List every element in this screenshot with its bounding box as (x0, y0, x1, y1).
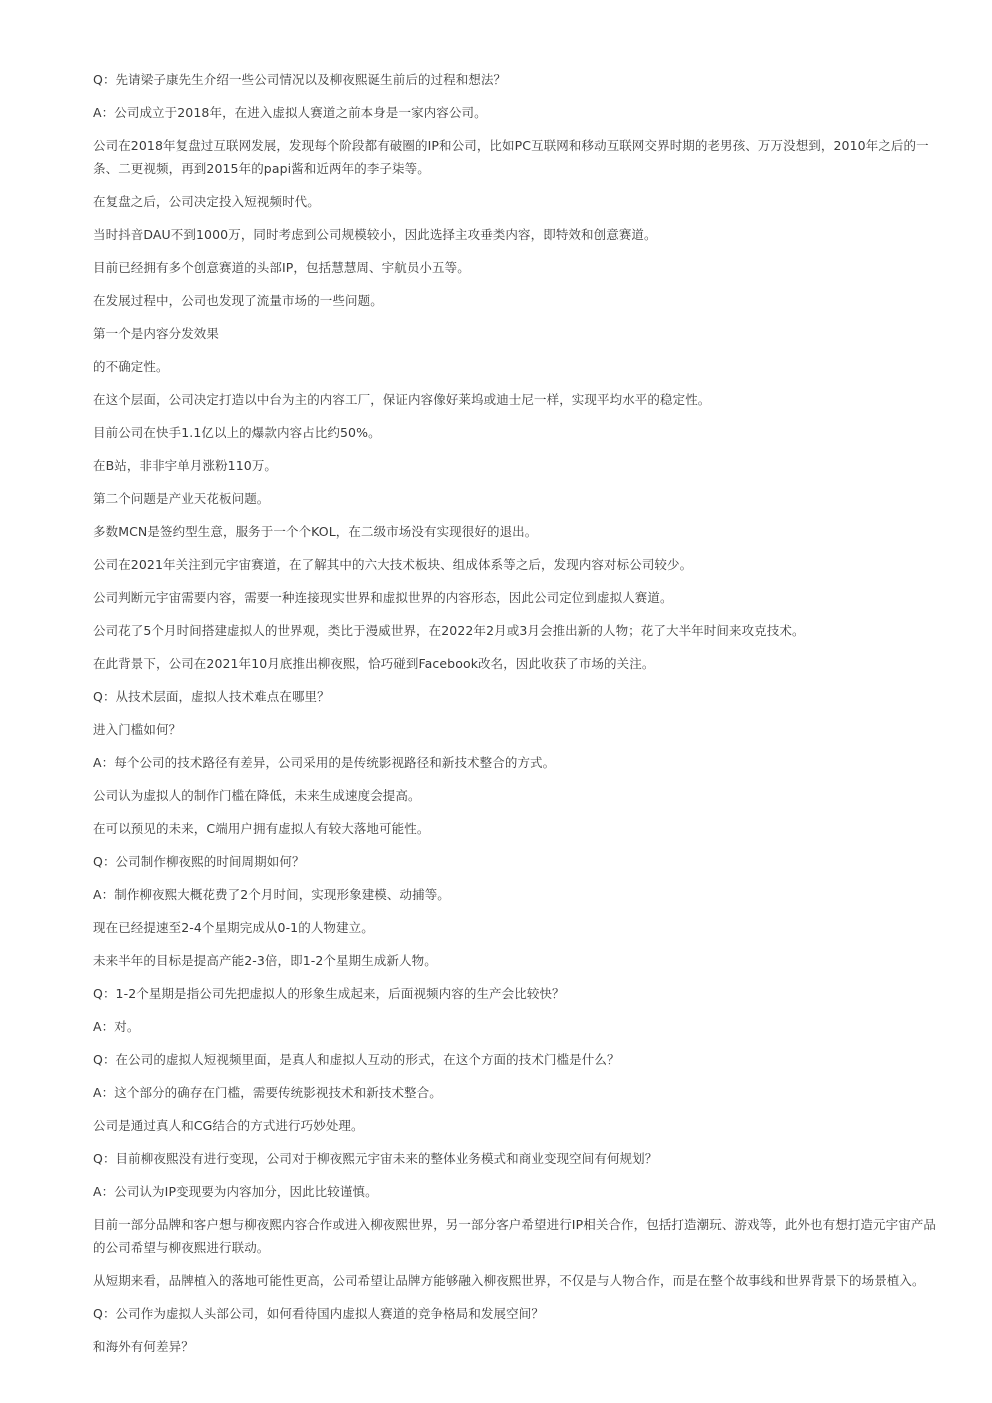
paragraph: 在此背景下，公司在2021年10月底推出柳夜熙，恰巧碰到Facebook改名，因此收获了市场的关注。 (93, 656, 655, 671)
paragraph: A：公司认为IP变现要为内容加分，因此比较谨慎。 (93, 1184, 378, 1199)
paragraph: 公司在2021年关注到元宇宙赛道，在了解其中的六大技术板块、组成体系等之后，发现内容对标公司较少。 (93, 557, 693, 572)
paragraph: 公司是通过真人和CG结合的方式进行巧妙处理。 (93, 1118, 364, 1133)
paragraph: 公司在2018年复盘过互联网发展，发现每个阶段都有破圈的IP和公司，比如PC互联网和移动互联网交界时期的老男孩、万万没想到，2010年之后的一条、二更视频，再到2015年的papi酱和近两年的李子柒等。 (93, 138, 929, 176)
paragraph: 在可以预见的未来，C端用户拥有虚拟人有较大落地可能性。 (93, 821, 430, 836)
paragraph: Q：公司作为虚拟人头部公司，如何看待国内虚拟人赛道的竞争格局和发展空间？ (93, 1306, 544, 1321)
paragraph: 进入门槛如何？ (93, 722, 182, 737)
paragraph: 在发展过程中，公司也发现了流量市场的一些问题。 (93, 293, 383, 308)
paragraph: 第一个是内容分发效果 (93, 326, 220, 341)
paragraph: A：制作柳夜熙大概花费了2个月时间，实现形象建模、动捕等。 (93, 887, 450, 902)
paragraph: 目前一部分品牌和客户想与柳夜熙内容合作或进入柳夜熙世界，另一部分客户希望进行IP相关合作，包括打造潮玩、游戏等，此外也有想打造元宇宙产品的公司希望与柳夜熙进行联动。 (93, 1217, 937, 1255)
paragraph: 多数MCN是签约型生意，服务于一个个KOL，在二级市场没有实现很好的退出。 (93, 524, 538, 539)
paragraph: 目前公司在快手1.1亿以上的爆款内容占比约50%。 (93, 425, 381, 440)
paragraph: A：对。 (93, 1019, 140, 1034)
paragraph: 公司判断元宇宙需要内容，需要一种连接现实世界和虚拟世界的内容形态，因此公司定位到虚拟人赛道。 (93, 590, 673, 605)
paragraph: 在复盘之后，公司决定投入短视频时代。 (93, 194, 320, 209)
paragraph: 未来半年的目标是提高产能2-3倍，即1-2个星期生成新人物。 (93, 953, 437, 968)
document-body (93, 68, 943, 1368)
paragraph: 现在已经提速至2-4个星期完成从0-1的人物建立。 (93, 920, 374, 935)
paragraph: 目前已经拥有多个创意赛道的头部IP，包括慧慧周、宇航员小五等。 (93, 260, 470, 275)
paragraph: 第二个问题是产业天花板问题。 (93, 491, 270, 506)
paragraph: 在B站，非非宇单月涨粉110万。 (93, 458, 278, 473)
paragraph: 当时抖音DAU不到1000万，同时考虑到公司规模较小，因此选择主攻垂类内容，即特效和创意赛道。 (93, 227, 657, 242)
paragraph: 公司花了5个月时间搭建虚拟人的世界观，类比于漫威世界，在2022年2月或3月会推出新的人物；花了大半年时间来攻克技术。 (93, 623, 805, 638)
paragraph: 在这个层面，公司决定打造以中台为主的内容工厂，保证内容像好莱坞或迪士尼一样，实现平均水平的稳定性。 (93, 392, 711, 407)
paragraph: A：每个公司的技术路径有差异，公司采用的是传统影视路径和新技术整合的方式。 (93, 755, 556, 770)
paragraph: 公司认为虚拟人的制作门槛在降低，未来生成速度会提高。 (93, 788, 421, 803)
paragraph: Q：目前柳夜熙没有进行变现，公司对于柳夜熙元宇宙未来的整体业务模式和商业变现空间有何规划？ (93, 1151, 658, 1166)
paragraph: Q：在公司的虚拟人短视频里面，是真人和虚拟人互动的形式，在这个方面的技术门槛是什么？ (93, 1052, 620, 1067)
paragraph: 和海外有何差异？ (93, 1339, 194, 1354)
paragraph: Q：公司制作柳夜熙的时间周期如何？ (93, 854, 305, 869)
paragraph: Q：从技术层面，虚拟人技术难点在哪里？ (93, 689, 330, 704)
paragraph: 的不确定性。 (93, 359, 169, 374)
paragraph: A：公司成立于2018年，在进入虚拟人赛道之前本身是一家内容公司。 (93, 105, 487, 120)
paragraph: A：这个部分的确存在门槛，需要传统影视技术和新技术整合。 (93, 1085, 442, 1100)
paragraph: Q：先请梁子康先生介绍一些公司情况以及柳夜熙诞生前后的过程和想法？ (93, 72, 507, 87)
paragraph: Q：1-2个星期是指公司先把虚拟人的形象生成起来，后面视频内容的生产会比较快？ (93, 986, 565, 1001)
paragraph: 从短期来看，品牌植入的落地可能性更高，公司希望让品牌方能够融入柳夜熙世界，不仅是与人物合作，而是在整个故事线和世界背景下的场景植入。 (93, 1273, 925, 1288)
